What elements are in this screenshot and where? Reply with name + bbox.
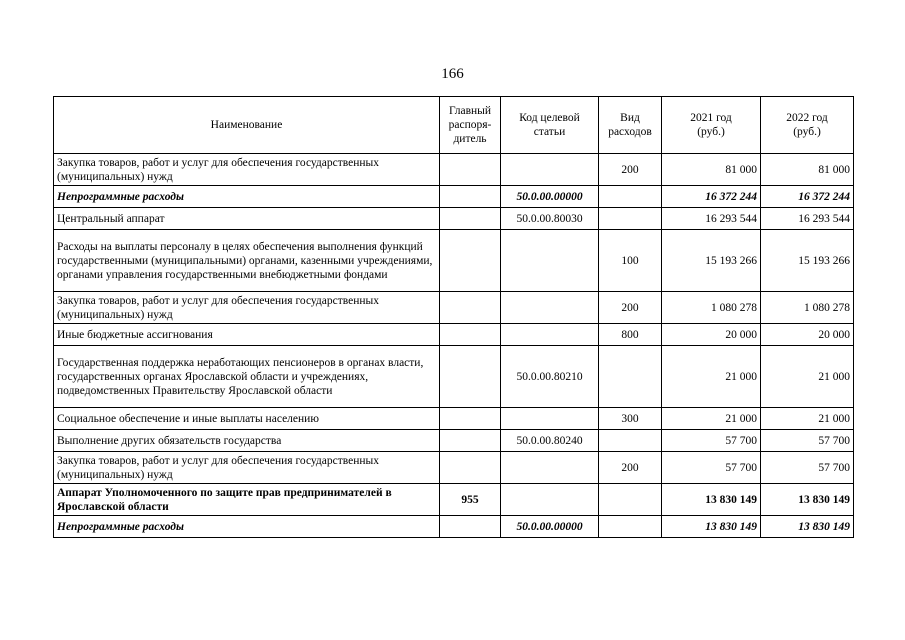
- cell-amount-2022: 16 372 244: [761, 186, 854, 208]
- cell-amount-2021: 15 193 266: [662, 230, 761, 292]
- table-row: [54, 430, 854, 452]
- cell-target-code: [501, 484, 599, 516]
- cell-main-manager: [440, 208, 501, 230]
- cell-amount-2022: 57 700: [761, 430, 854, 452]
- cell-target-code: [501, 230, 599, 292]
- cell-name: Закупка товаров, работ и услуг для обеспечения государственных (муниципальных) нужд: [54, 452, 440, 484]
- cell-main-manager: [440, 292, 501, 324]
- cell-target-code: [501, 154, 599, 186]
- cell-main-manager: [440, 408, 501, 430]
- table-row: [54, 452, 854, 484]
- cell-main-manager: [440, 324, 501, 346]
- cell-amount-2022: 13 830 149: [761, 516, 854, 538]
- header-expense-type: [599, 97, 662, 154]
- cell-target-code: 50.0.00.80240: [501, 430, 599, 452]
- cell-target-code: 50.0.00.80210: [501, 346, 599, 408]
- header-year-2021-line: 2021 год: [690, 112, 732, 124]
- cell-amount-2021: 16 372 244: [662, 186, 761, 208]
- cell-amount-2021: 81 000: [662, 154, 761, 186]
- header-main-manager: [440, 97, 501, 154]
- cell-target-code: [501, 452, 599, 484]
- cell-name: Выполнение других обязательств государства: [54, 430, 440, 452]
- cell-amount-2022: 20 000: [761, 324, 854, 346]
- cell-name: Иные бюджетные ассигнования: [54, 324, 440, 346]
- table-row: [54, 292, 854, 324]
- cell-amount-2021: 13 830 149: [662, 516, 761, 538]
- cell-name: Социальное обеспечение и иные выплаты населению: [54, 408, 440, 430]
- cell-main-manager: [440, 186, 501, 208]
- cell-amount-2021: 20 000: [662, 324, 761, 346]
- cell-expense-type: [599, 516, 662, 538]
- cell-name: Центральный аппарат: [54, 208, 440, 230]
- table-row: [54, 516, 854, 538]
- cell-name: Государственная поддержка неработающих пенсионеров в органах власти, государственных органах Ярославской области и учреждениях, подведомственных Правительству Ярославской области: [54, 346, 440, 408]
- cell-amount-2022: 16 293 544: [761, 208, 854, 230]
- cell-expense-type: 300: [599, 408, 662, 430]
- cell-main-manager: [440, 230, 501, 292]
- header-year-2021: [662, 97, 761, 154]
- cell-amount-2021: 57 700: [662, 452, 761, 484]
- header-target-code: [501, 97, 599, 154]
- cell-expense-type: [599, 430, 662, 452]
- cell-amount-2021: 13 830 149: [662, 484, 761, 516]
- header-target-code-line: Код целевой: [519, 112, 580, 124]
- cell-target-code: 50.0.00.00000: [501, 516, 599, 538]
- table-row: [54, 154, 854, 186]
- cell-amount-2022: 13 830 149: [761, 484, 854, 516]
- table-row: [54, 324, 854, 346]
- table-header-row: [54, 97, 854, 154]
- cell-target-code: [501, 408, 599, 430]
- cell-target-code: 50.0.00.80030: [501, 208, 599, 230]
- budget-table: [53, 96, 854, 538]
- cell-expense-type: [599, 186, 662, 208]
- table-body: [54, 154, 854, 538]
- cell-amount-2022: 1 080 278: [761, 292, 854, 324]
- cell-name: Непрограммные расходы: [54, 186, 440, 208]
- header-year-2022-line: 2022 год: [786, 112, 828, 124]
- cell-amount-2022: 81 000: [761, 154, 854, 186]
- cell-name: Закупка товаров, работ и услуг для обеспечения государственных (муниципальных) нужд: [54, 154, 440, 186]
- cell-main-manager: 955: [440, 484, 501, 516]
- cell-amount-2022: 21 000: [761, 346, 854, 408]
- table-row: [54, 186, 854, 208]
- header-year-2021-line: (руб.): [697, 126, 725, 138]
- header-main-manager-line: распоря-: [448, 119, 492, 131]
- cell-expense-type: [599, 484, 662, 516]
- header-year-2022: [761, 97, 854, 154]
- cell-expense-type: 200: [599, 292, 662, 324]
- cell-amount-2022: 15 193 266: [761, 230, 854, 292]
- header-target-code-line: статьи: [533, 126, 566, 138]
- cell-name: Закупка товаров, работ и услуг для обеспечения государственных (муниципальных) нужд: [54, 292, 440, 324]
- cell-amount-2021: 16 293 544: [662, 208, 761, 230]
- header-main-manager-line: дитель: [453, 133, 487, 145]
- header-expense-type-line: Вид: [620, 112, 640, 124]
- cell-main-manager: [440, 516, 501, 538]
- table-row: [54, 484, 854, 516]
- table-row: [54, 208, 854, 230]
- cell-main-manager: [440, 346, 501, 408]
- cell-name: Непрограммные расходы: [54, 516, 440, 538]
- cell-main-manager: [440, 452, 501, 484]
- cell-main-manager: [440, 154, 501, 186]
- cell-expense-type: 100: [599, 230, 662, 292]
- cell-main-manager: [440, 430, 501, 452]
- header-main-manager-line: Главный: [448, 105, 492, 117]
- cell-amount-2021: 21 000: [662, 346, 761, 408]
- cell-name: Аппарат Уполномоченного по защите прав предпринимателей в Ярославской области: [54, 484, 440, 516]
- cell-expense-type: [599, 208, 662, 230]
- cell-expense-type: 200: [599, 154, 662, 186]
- cell-amount-2022: 57 700: [761, 452, 854, 484]
- header-expense-type-line: расходов: [608, 126, 652, 138]
- cell-amount-2021: 57 700: [662, 430, 761, 452]
- header-name: Наименование: [54, 97, 440, 154]
- cell-expense-type: 800: [599, 324, 662, 346]
- cell-target-code: [501, 292, 599, 324]
- cell-amount-2022: 21 000: [761, 408, 854, 430]
- cell-target-code: 50.0.00.00000: [501, 186, 599, 208]
- header-year-2022-line: (руб.): [793, 126, 821, 138]
- table-row: [54, 408, 854, 430]
- cell-target-code: [501, 324, 599, 346]
- cell-name: Расходы на выплаты персоналу в целях обеспечения выполнения функций государственными (муниципальными) органами, казенными учреждениями, органами управления государственными внебюджетными фондами: [54, 230, 440, 292]
- cell-expense-type: [599, 346, 662, 408]
- cell-expense-type: 200: [599, 452, 662, 484]
- table-row: [54, 230, 854, 292]
- page-number: 166: [441, 66, 464, 82]
- table-row: [54, 346, 854, 408]
- cell-amount-2021: 1 080 278: [662, 292, 761, 324]
- cell-amount-2021: 21 000: [662, 408, 761, 430]
